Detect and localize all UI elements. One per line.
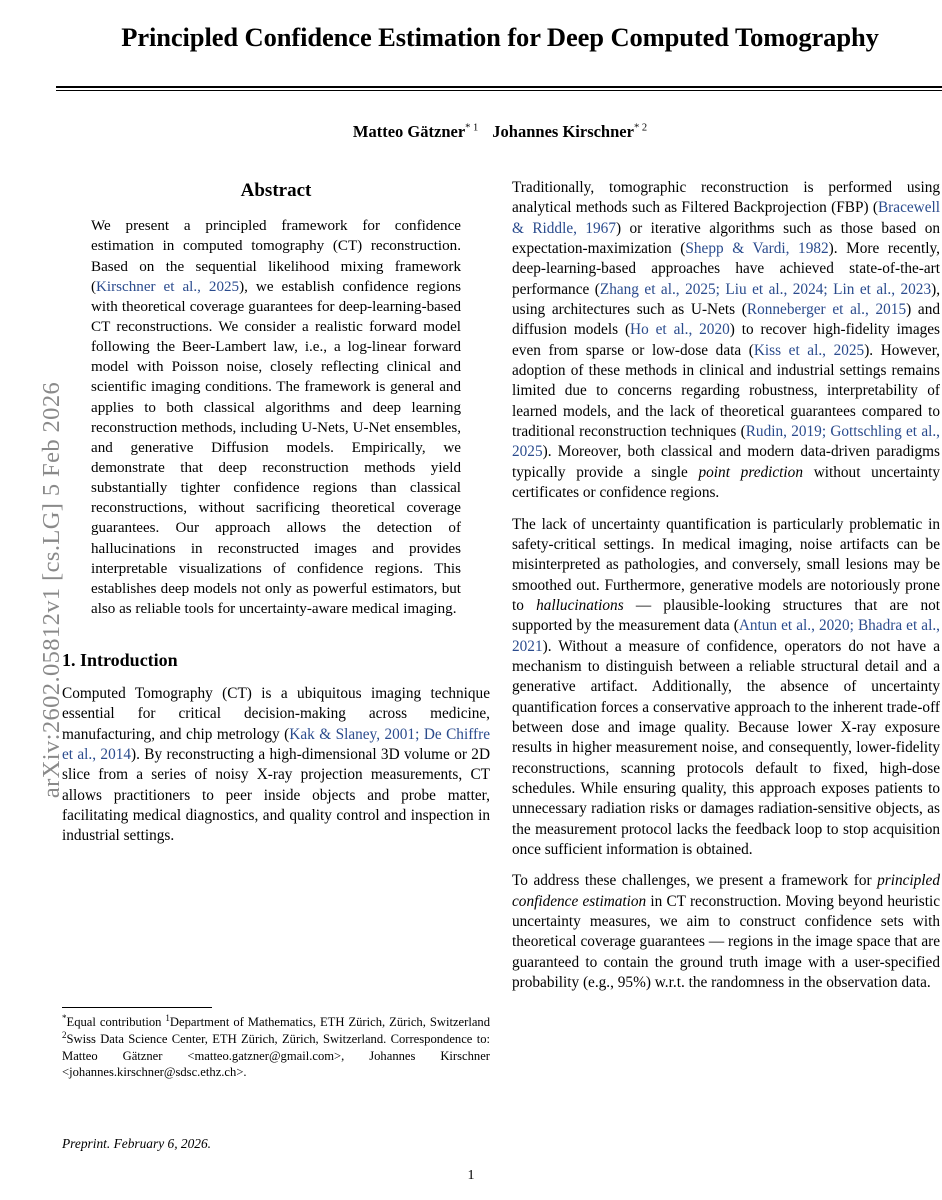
page-title: Principled Confidence Estimation for Deep Computed Tomography [121, 22, 879, 52]
footnote-rule [62, 1007, 212, 1008]
abstract-text-2: ), we establish confidence regions with theoretical coverage guarantees for deep-learning-based CT reconstructions. We consider a realistic forward model following the Beer-Lambert law, i.e., a log-linear forward model with Poisson noise, closely reflecting clinical and scientific imaging conditions. The framework is general and applies to both classical algorithms and deep learning reconstruction methods, including U-Nets, U-Net ensembles, and generative Diffusion models. Empirically, we demonstrate that deep reconstruction methods yield substantially tighter confidence regions than classical reconstructions, without sacrificing theoretical coverage guarantees. Our approach allows the detection of hallucinations in reconstructed images and provides interpretable visualizations of confidence regions. This establishes deep models not only as powerful estimators, but also as reliable tools for uncertainty-aware medical imaging. [91, 278, 462, 617]
citation-antun-2020[interactable]: Antun et al., 2020 [738, 617, 850, 635]
rc-p1-e: ; [823, 280, 834, 298]
footnote-mark-star: * [62, 1013, 67, 1023]
intro-p1-b: ; [415, 725, 424, 743]
rc-p1-b: ) or iterative algorithms such as those based on expectation-maximization ( [512, 219, 940, 258]
arxiv-stamp: arXiv:2602.05812v1 [cs.LG] 5 Feb 2026 [38, 381, 65, 799]
citation-kak-slaney-2001[interactable]: Kak & Slaney, 2001 [289, 725, 416, 743]
intro-paragraph-1 [62, 684, 490, 847]
title-block [56, 22, 942, 91]
page-number: 1 [467, 1168, 475, 1183]
citation-zhang-2025[interactable]: Zhang et al., 2025 [599, 280, 716, 298]
citation-ho-2020[interactable]: Ho et al., 2020 [630, 321, 730, 339]
author-1-name: Matteo Gätzner [352, 122, 466, 141]
rc-p1-i: ). However, adoption of these methods in clinical and industrial settings remains limited due to concerns regarding robustness, interpretability of learned models, and the lack of theoretical guarantees compared to traditional reconstruction techniques ( [512, 341, 940, 441]
section-heading-introduction: 1. Introduction [62, 650, 178, 671]
rc-p1-j: ; [821, 423, 831, 441]
preprint-note: Preprint. February 6, 2026. [62, 1136, 212, 1151]
rc-p1-l: without uncertainty certificates or confidence regions. [512, 463, 940, 502]
emphasis-hallucinations: hallucinations [536, 596, 624, 614]
footnote-affiliation-2: Swiss Data Science Center, ETH Zürich, Zürich, Switzerland. Correspondence to: Matteo Gätzner <matteo.gatzner@gmail.com>, Johannes Kirschner <johannes.kirschner@sdsc.ethz.ch>. [62, 1032, 490, 1080]
citation-ronneberger-2015[interactable]: Ronneberger et al., 2015 [746, 301, 907, 319]
abstract-body [91, 216, 461, 619]
right-paragraph-1 [512, 178, 940, 504]
citation-lin-2023[interactable]: Lin et al., 2023 [833, 280, 932, 298]
footnote-text [62, 1013, 490, 1080]
rc-p1-k: ). Moreover, both classical and modern data-driven paradigms typically provide a single [512, 443, 940, 481]
right-paragraph-2 [512, 515, 940, 861]
citation-gottschling-2025[interactable]: Gottschling et al., 2025 [512, 423, 941, 461]
citation-de-chiffre-2014[interactable]: De Chiffre et al., 2014 [62, 725, 491, 764]
rc-p1-a: Traditionally, tomographic reconstruction is performed using analytical methods such as Filtered Backprojection (FBP) ( [512, 179, 940, 217]
author-2-marks: * 2 [633, 122, 648, 134]
rc-p1-h: ) to recover high-fidelity images even from sparse or low-dose data ( [512, 321, 940, 359]
rc-p1-d: ; [715, 280, 726, 298]
emphasis-principled-confidence-estimation: principled confidence estimation [512, 872, 940, 910]
abstract-text-1: We present a principled framework for confidence estimation in computed tomography (CT) reconstruction. Based on the sequential likelihood mixing framework ( [91, 218, 461, 295]
citation-bhadra-2021[interactable]: Bhadra et al., 2021 [512, 617, 940, 655]
footnote-mark-2: 2 [62, 1030, 67, 1041]
rc-p2-c: ; [849, 617, 858, 635]
rc-p3-b: in CT reconstruction. Moving beyond heuristic uncertainty measures, we aim to construct confidence sets with theoretical coverage guarantees — regions in the image space that are guaranteed to contain the ground truth image with a user-specified probability (e.g., 95%) w.r.t. the randomness in the observation data. [512, 892, 940, 992]
intro-p1-c: ). By reconstructing a high-dimensional 3D volume or 2D slice from a series of noisy X-ray projection measurements, CT allows practitioners to peer inside objects and probe matter, facilitating medical diagnostics, and quality control and inspection in industrial settings. [62, 746, 490, 845]
rc-p2-d: ). Without a measure of confidence, operators do not have a mechanism to distinguish between a reliable structural detail and a generative artifact. Additionally, the absence of uncertainty quantification forces a conservative approach to the inherent trade-off between dose and image quality. Because lower X-ray exposure results in higher measurement noise, and consequently, lower-fidelity reconstructions, scanning protocols default to fixed, high-dose schedules. While ensuring quality, this approach exposes patients to unnecessary radiation risks or damages radiation-sensitive objects, as the measurement protocol lacks the feedback loop to stop acquisition once sufficient information is obtained. [512, 637, 940, 858]
title-rule [56, 86, 942, 91]
rc-p1-f: ), using architectures such as U-Nets ( [512, 280, 941, 319]
intro-p1-a: Computed Tomography (CT) is a ubiquitous imaging technique essential for critical decision-making across medicine, manufacturing, and chip metrology ( [62, 685, 490, 743]
citation-kiss-2025[interactable]: Kiss et al., 2025 [753, 341, 865, 359]
citation-liu-2024[interactable]: Liu et al., 2024 [725, 280, 824, 298]
footnote-equal-contribution: Equal contribution [66, 1015, 166, 1030]
rc-p2-b: — plausible-looking structures that are not supported by the measurement data ( [512, 596, 940, 635]
rc-p3-a: To address these challenges, we present a framework for [512, 872, 878, 890]
citation-shepp-vardi-1982[interactable]: Shepp & Vardi, 1982 [685, 240, 829, 258]
abstract-heading: Abstract [240, 180, 312, 201]
author-list [56, 122, 942, 142]
footnote-affiliation-1: Department of Mathematics, ETH Zürich, Zürich, Switzerland [169, 1015, 490, 1030]
footnote-block [62, 1007, 490, 1080]
left-column [62, 178, 490, 858]
author-2 [492, 122, 647, 141]
footnote-mark-1: 1 [165, 1013, 170, 1023]
right-paragraph-3 [512, 871, 940, 993]
author-1-marks: * 1 [465, 122, 479, 134]
citation-bracewell-riddle-1967[interactable]: Bracewell & Riddle, 1967 [512, 199, 940, 237]
emphasis-point-prediction: point prediction [698, 463, 803, 481]
right-column [512, 178, 940, 1004]
rc-p1-c: ). More recently, deep-learning-based approaches have achieved state-of-the-art performance ( [512, 240, 940, 298]
rc-p2-a: The lack of uncertainty quantification is particularly problematic in safety-critical settings. In medical imaging, noise artifacts can be misinterpreted as pathologies, and conversely, small lesions may be smoothed out. Furthermore, generative models are notoriously prone to [512, 515, 940, 614]
author-2-name: Johannes Kirschner [492, 122, 634, 141]
citation-kirschner-2025[interactable]: Kirschner et al., 2025 [96, 278, 240, 295]
rc-p1-g: ) and diffusion models ( [512, 301, 940, 339]
author-1 [353, 122, 478, 141]
citation-rudin-2019[interactable]: Rudin, 2019 [745, 423, 822, 441]
